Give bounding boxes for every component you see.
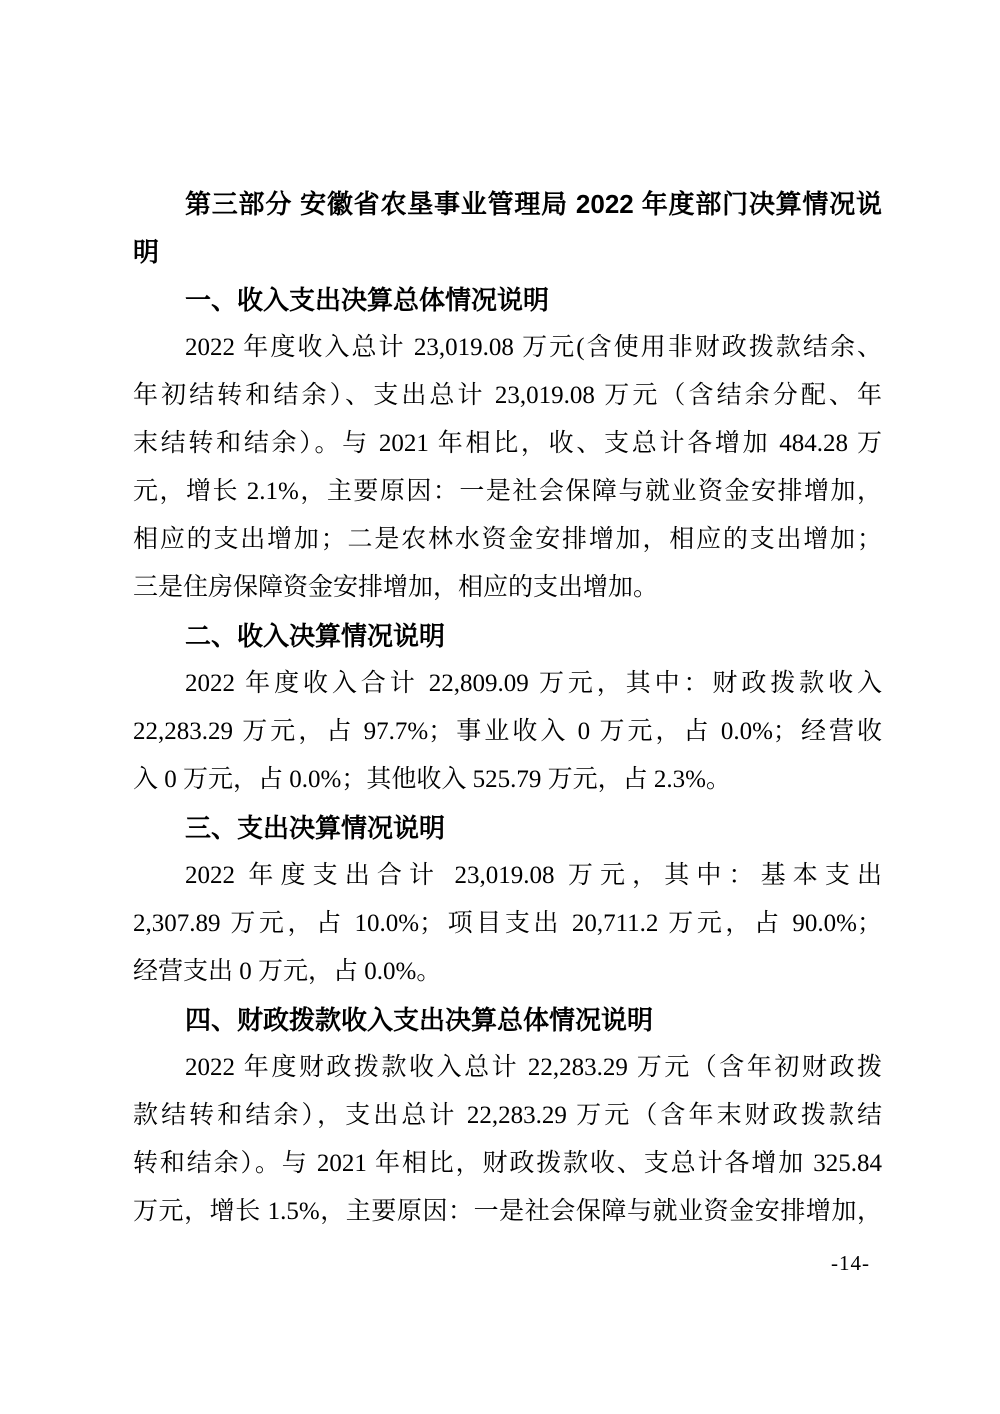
section-1-body-line: 三是住房保障资金安排增加，相应的支出增加。 [133, 574, 659, 601]
section-1-heading: 一、收入支出决算总体情况说明 [185, 285, 550, 315]
section-3-body-line: 2022 年度支出合计 23,019.08 万元，其中：基本支出 [185, 862, 882, 889]
section-4-heading: 四、财政拨款收入支出决算总体情况说明 [185, 1005, 654, 1035]
section-4-body-line: 转和结余）。与 2021 年相比，财政拨款收、支总计各增加 325.84 [133, 1150, 882, 1177]
page-number: -14- [831, 1251, 870, 1275]
section-2-heading: 二、收入决算情况说明 [185, 621, 446, 651]
section-1-body-line: 相应的支出增加；二是农林水资金安排增加，相应的支出增加； [133, 526, 882, 553]
document-title-line-2: 明 [133, 237, 160, 267]
section-3-body-line: 2,307.89 万元，占 10.0%；项目支出 20,711.2 万元，占 90.0%； [133, 910, 882, 937]
section-1-body-line: 2022 年度收入总计 23,019.08 万元(含使用非财政拨款结余、 [185, 334, 882, 361]
section-4-body-line: 款结转和结余），支出总计 22,283.29 万元（含年末财政拨款结 [133, 1102, 882, 1129]
section-4-body-line: 万元，增长 1.5%，主要原因：一是社会保障与就业资金安排增加， [133, 1198, 882, 1225]
document-title-line-1: 第三部分 安徽省农垦事业管理局 2022 年度部门决算情况说 [185, 189, 882, 219]
section-3-body-line: 经营支出 0 万元，占 0.0%。 [133, 958, 442, 985]
section-2-body-line: 22,283.29 万元，占 97.7%；事业收入 0 万元，占 0.0%；经营收 [133, 718, 882, 745]
section-1-body-line: 末结转和结余）。与 2021 年相比，收、支总计各增加 484.28 万 [133, 430, 882, 457]
section-3-heading: 三、支出决算情况说明 [185, 813, 446, 843]
section-4-body-line: 2022 年度财政拨款收入总计 22,283.29 万元（含年初财政拨 [185, 1054, 882, 1081]
section-2-body-line: 入 0 万元，占 0.0%；其他收入 525.79 万元，占 2.3%。 [133, 766, 731, 793]
document-body [133, 180, 882, 1236]
section-2-body-line: 2022 年度收入合计 22,809.09 万元，其中：财政拨款收入 [185, 670, 882, 697]
section-1-body-line: 元，增长 2.1%，主要原因：一是社会保障与就业资金安排增加， [133, 478, 882, 505]
section-1-body-line: 年初结转和结余）、支出总计 23,019.08 万元（含结余分配、年 [133, 382, 882, 409]
